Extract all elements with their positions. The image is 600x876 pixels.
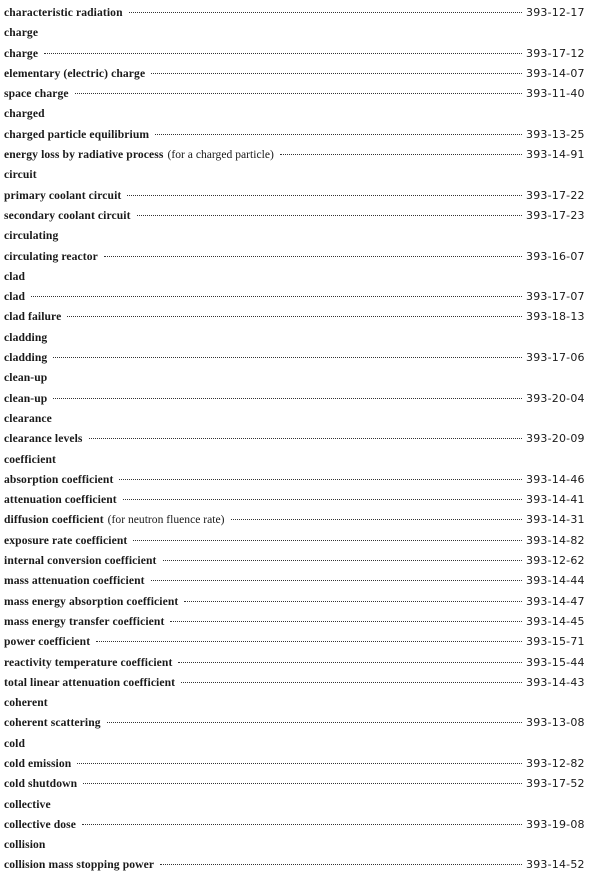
entry-code: 393-20-04 [526,391,585,405]
entry-term: space charge [4,87,69,101]
entry-term: collision mass stopping power [4,858,155,872]
entry-code: 393-16-07 [526,249,585,263]
index-entry [4,571,592,591]
entry-term: attenuation coefficient [4,493,117,507]
dot-leader [89,438,522,439]
entry-term: clad [4,290,26,304]
index-entry [4,84,592,104]
index-entry [4,125,592,145]
dot-leader [133,540,522,541]
entry-code: 393-14-45 [526,614,585,628]
index-heading [4,795,592,815]
dot-leader [53,398,522,399]
heading-term: cold [4,736,26,750]
index-entry [4,531,592,551]
entry-code: 393-14-46 [526,472,585,486]
index-entry [4,348,592,368]
dot-leader [96,641,522,642]
entry-code: 393-17-07 [526,290,585,304]
index-entry [4,612,592,632]
heading-term: charge [4,26,39,40]
index-heading [4,450,592,470]
index-entry [4,774,592,794]
entry-term: clearance levels [4,432,83,446]
index-entry [4,855,592,875]
index-entry [4,64,592,84]
entry-code: 393-17-06 [526,351,585,365]
entry-term: cold shutdown [4,777,78,791]
entry-term: energy loss by radiative process [4,148,164,162]
index-entry [4,551,592,571]
index-entry [4,287,592,307]
dot-leader [53,357,522,358]
entry-term: collective dose [4,817,77,831]
entry-term: exposure rate coefficient [4,533,128,547]
dot-leader [170,621,522,622]
dot-leader [123,499,522,500]
entry-term: characteristic radiation [4,6,123,19]
entry-code: 393-14-44 [526,574,585,588]
dot-leader [280,154,522,155]
entry-code: 393-11-40 [526,87,585,101]
entry-code: 393-14-41 [526,493,585,507]
entry-term: diffusion coefficient [4,513,104,527]
dot-leader [77,763,522,764]
entry-term: mass energy absorption coefficient [4,594,179,608]
index-entry [4,632,592,652]
entry-term: circulating reactor [4,249,98,263]
heading-term: cladding [4,330,48,344]
entry-code: 393-14-82 [526,533,585,547]
heading-term: coherent [4,696,48,710]
entry-code: 393-15-44 [526,655,585,669]
dot-leader [160,864,522,865]
heading-term: clearance [4,411,52,425]
dot-leader [137,215,522,216]
entry-term: clean-up [4,391,48,405]
entry-code: 393-14-47 [526,594,585,608]
dot-leader [155,134,522,135]
index-entry [4,815,592,835]
dot-leader [75,93,522,94]
index-heading [4,368,592,388]
entry-code: 393-17-22 [526,188,585,202]
entry-code: 393-12-82 [526,756,585,770]
heading-term: coefficient [4,452,56,466]
index-heading [4,693,592,713]
dot-leader [178,662,522,663]
index-entry [4,592,592,612]
dot-leader [83,783,522,784]
index-heading [4,104,592,124]
heading-term: circulating [4,229,59,243]
dot-leader [163,560,523,561]
entry-term: charged particle equilibrium [4,127,150,141]
entry-code: 393-12-62 [526,554,585,568]
entry-term: primary coolant circuit [4,188,122,202]
index-heading [4,328,592,348]
entry-code: 393-14-52 [526,858,585,872]
dot-leader [104,256,522,257]
dot-leader [181,682,522,683]
heading-term: clad [4,269,26,283]
index-entry [4,145,592,165]
entry-term: coherent scattering [4,716,101,730]
index-entry [4,389,592,409]
entry-qualifier: (for neutron fluence rate) [107,513,225,527]
entry-term: charge [4,46,39,60]
entry-term: reactivity temperature coefficient [4,655,173,669]
entry-term: total linear attenuation coefficient [4,675,176,689]
entry-code: 393-13-08 [526,716,585,730]
heading-term: collective [4,797,51,811]
index-entry [4,247,592,267]
entry-code: 393-17-12 [526,46,585,60]
index-entry [4,307,592,327]
index-entry [4,754,592,774]
entry-term: absorption coefficient [4,472,114,486]
entry-code: 393-17-23 [526,208,585,222]
dot-leader [129,12,522,13]
entry-qualifier: (for a charged particle) [167,148,274,162]
dot-leader [184,601,522,602]
entry-code: 393-14-07 [526,66,585,80]
entry-code: 393-20-09 [526,432,585,446]
index-entry [4,673,592,693]
entry-code: 393-14-91 [526,148,585,162]
entry-term: cold emission [4,756,72,770]
dot-leader [44,53,522,54]
index-entry [4,429,592,449]
entry-code: 393-19-08 [526,817,585,831]
dot-leader [119,479,522,480]
index-heading [4,409,592,429]
dot-leader [151,73,522,74]
entry-code: 393-17-52 [526,777,585,791]
index-entry [4,470,592,490]
entry-code: 393-14-43 [526,675,585,689]
entry-term: power coefficient [4,635,91,649]
entry-term: mass energy transfer coefficient [4,614,165,628]
index-heading [4,734,592,754]
heading-term: collision [4,838,46,852]
index-heading [4,23,592,43]
dot-leader [127,195,522,196]
index-entry [4,44,592,64]
index-heading [4,835,592,855]
index-entry [4,713,592,733]
entry-term: mass attenuation coefficient [4,574,145,588]
dot-leader [231,519,522,520]
index-entry [4,206,592,226]
entry-code: 393-14-31 [526,513,585,527]
index-heading [4,226,592,246]
index-entry [4,3,592,23]
dot-leader [67,316,522,317]
entry-term: cladding [4,351,48,365]
entry-code: 393-13-25 [526,127,585,141]
entry-code: 393-15-71 [526,635,585,649]
index-heading [4,267,592,287]
heading-term: clean-up [4,371,48,385]
index-entry [4,510,592,530]
entry-term: secondary coolant circuit [4,208,131,222]
index-entry [4,490,592,510]
index-entry [4,186,592,206]
entry-term: elementary (electric) charge [4,66,146,80]
heading-term: circuit [4,168,37,182]
index-heading [4,165,592,185]
dot-leader [82,824,522,825]
entry-code: 393-12-17 [526,6,585,19]
entry-term: internal conversion coefficient [4,554,157,568]
entry-term: clad failure [4,310,62,324]
index-entry [4,653,592,673]
heading-term: charged [4,107,45,121]
entry-code: 393-18-13 [526,310,585,324]
dot-leader [151,580,522,581]
dot-leader [31,296,522,297]
dot-leader [107,722,522,723]
